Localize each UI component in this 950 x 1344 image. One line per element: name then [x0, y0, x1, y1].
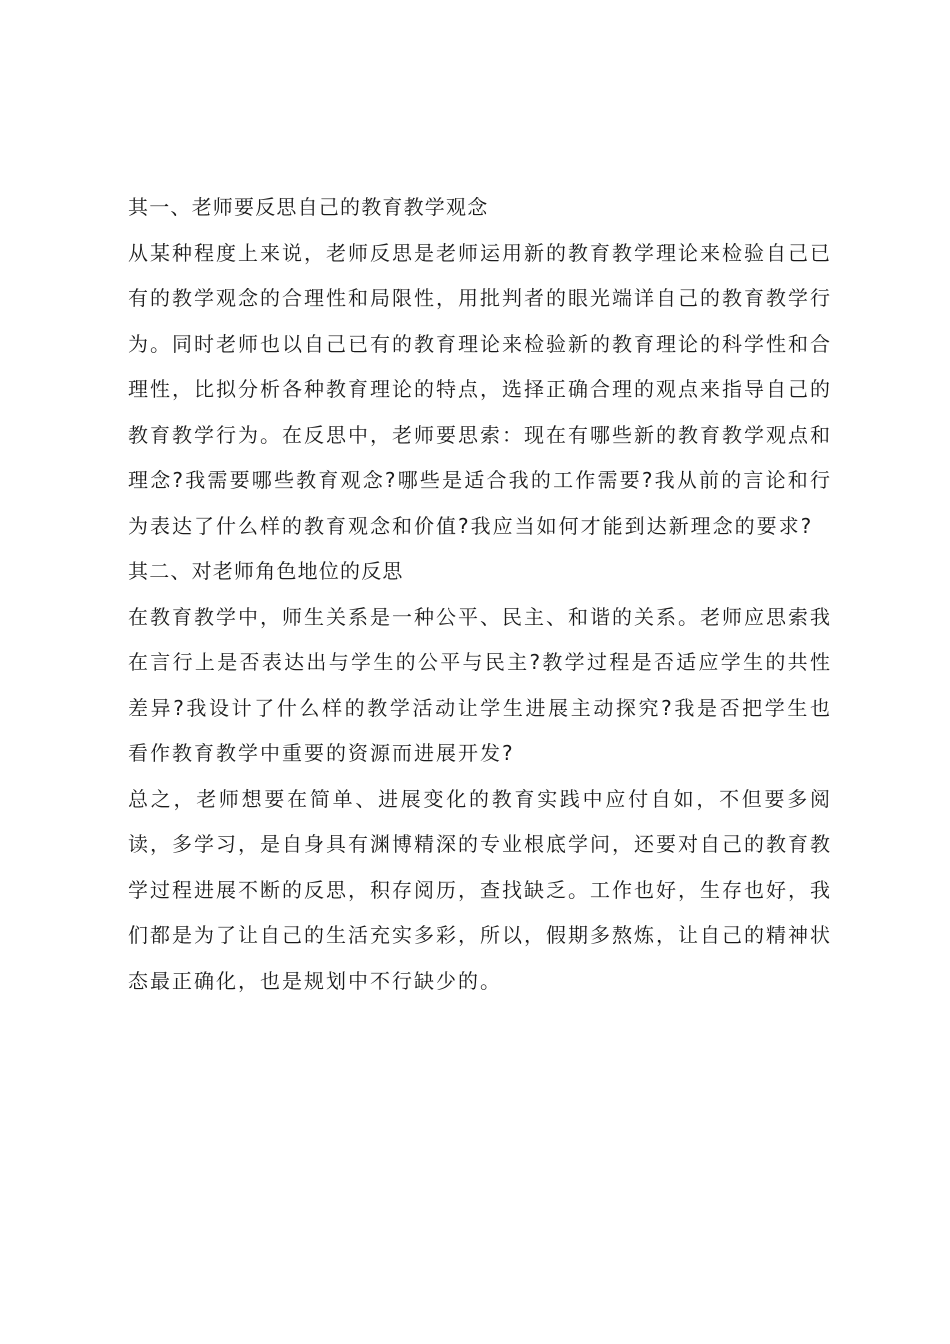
- paragraph-2: 在教育教学中，师生关系是一种公平、民主、和谐的关系。老师应思索我在言行上是否表达出与学生的公平与民主?教学过程是否适应学生的共性差异?我设计了什么样的教学活动让学生进展主动探究?我是否把学生也看作教育教学中重要的资源而进展开发?: [128, 604, 832, 765]
- paragraph-3: 总之，老师想要在简单、进展变化的教育实践中应付自如，不但要多阅读，多学习，是自身具有渊博精深的专业根底学问，还要对自己的教育教学过程进展不断的反思，积存阅历，查找缺乏。工作也好，生存也好，我们都是为了让自己的生活充实多彩，所以，假期多熬炼，让自己的精神状态最正确化，也是规划中不行缺少的。: [128, 786, 832, 993]
- section-heading-1: 其一、老师要反思自己的教育教学观念: [128, 195, 489, 219]
- section-heading-2: 其二、对老师角色地位的反思: [128, 559, 404, 583]
- document-body: [128, 185, 832, 1004]
- paragraph-1: 从某种程度上来说，老师反思是老师运用新的教育教学理论来检验自己已有的教学观念的合理性和局限性，用批判者的眼光端详自己的教育教学行为。同时老师也以自己已有的教育理论来检验新的教育理论的科学性和合理性，比拟分析各种教育理论的特点，选择正确合理的观点来指导自己的教育教学行为。在反思中，老师要思索：现在有哪些新的教育教学观点和理念?我需要哪些教育观念?哪些是适合我的工作需要?我从前的言论和行为表达了什么样的教育观念和价值?我应当如何才能到达新理念的要求?: [128, 240, 832, 538]
